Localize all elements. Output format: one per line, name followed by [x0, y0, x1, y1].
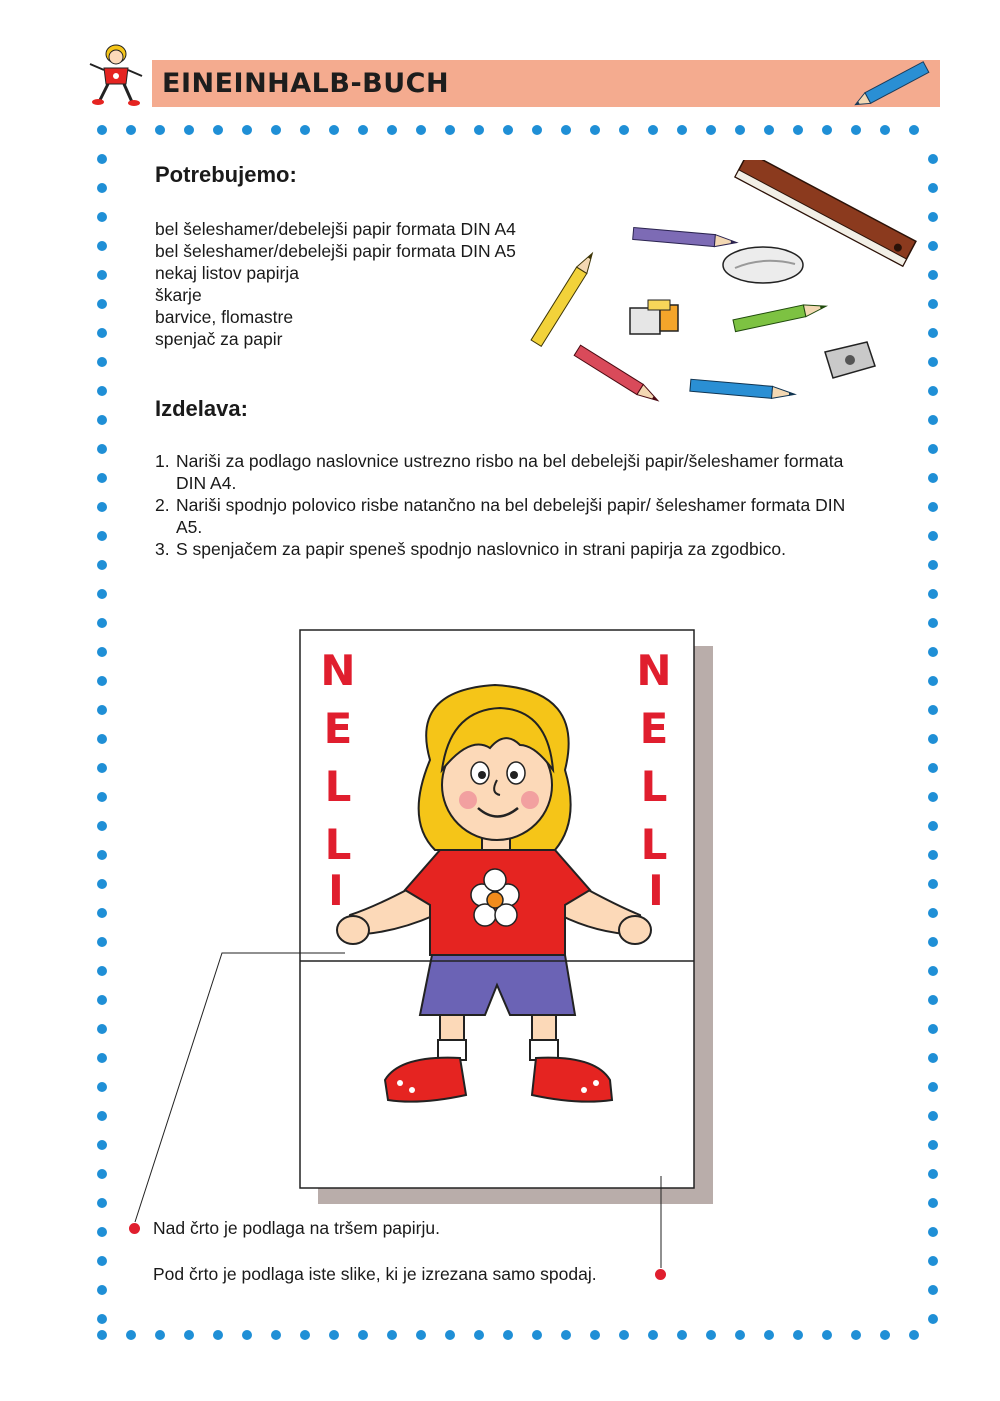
- step-text: Nariši spodnjo polovico risbe natančno na bel debelejši papir/ šeleshamer formata DIN A5.: [176, 495, 846, 537]
- list-item: škarje: [155, 285, 202, 305]
- left-letter: L: [324, 820, 352, 869]
- list-item: spenjač za papir: [155, 329, 283, 349]
- right-letter: E: [639, 704, 669, 753]
- page-title: EINEINHALB-BUCH: [162, 68, 450, 99]
- step-number: 3.: [155, 539, 170, 559]
- note-below: Pod črto je podlaga iste slike, ki je izrezana samo spodaj.: [153, 1264, 597, 1284]
- step-number: 2.: [155, 495, 170, 515]
- bullet-dot: [129, 1223, 140, 1234]
- instructions-heading: Izdelava:: [155, 396, 248, 421]
- step-text: Nariši za podlago naslovnice ustrezno risbo na bel debelejši papir/šeleshamer formata DIN A4.: [176, 451, 844, 493]
- right-letter: N: [636, 646, 672, 695]
- left-letter: L: [324, 762, 352, 811]
- bullet-dot: [655, 1269, 666, 1280]
- right-letter: I: [648, 866, 664, 915]
- step-text: S spenjačem za papir speneš spodnjo naslovnico in strani papirja za zgodbico.: [176, 539, 786, 559]
- note-above: Nad črto je podlaga na tršem papirju.: [153, 1218, 440, 1238]
- list-item: nekaj listov papirja: [155, 263, 299, 283]
- left-letter: I: [328, 866, 344, 915]
- list-item: barvice, flomastre: [155, 307, 294, 327]
- left-letter: N: [320, 646, 356, 695]
- list-item: bel šeleshamer/debelejši papir formata DIN A5: [155, 241, 516, 261]
- right-letter: L: [640, 820, 668, 869]
- right-letter: L: [640, 762, 668, 811]
- materials-heading: Potrebujemo:: [155, 162, 297, 187]
- list-item: bel šeleshamer/debelejši papir formata DIN A4: [155, 219, 516, 239]
- step-number: 1.: [155, 451, 170, 471]
- left-letter: E: [323, 704, 353, 753]
